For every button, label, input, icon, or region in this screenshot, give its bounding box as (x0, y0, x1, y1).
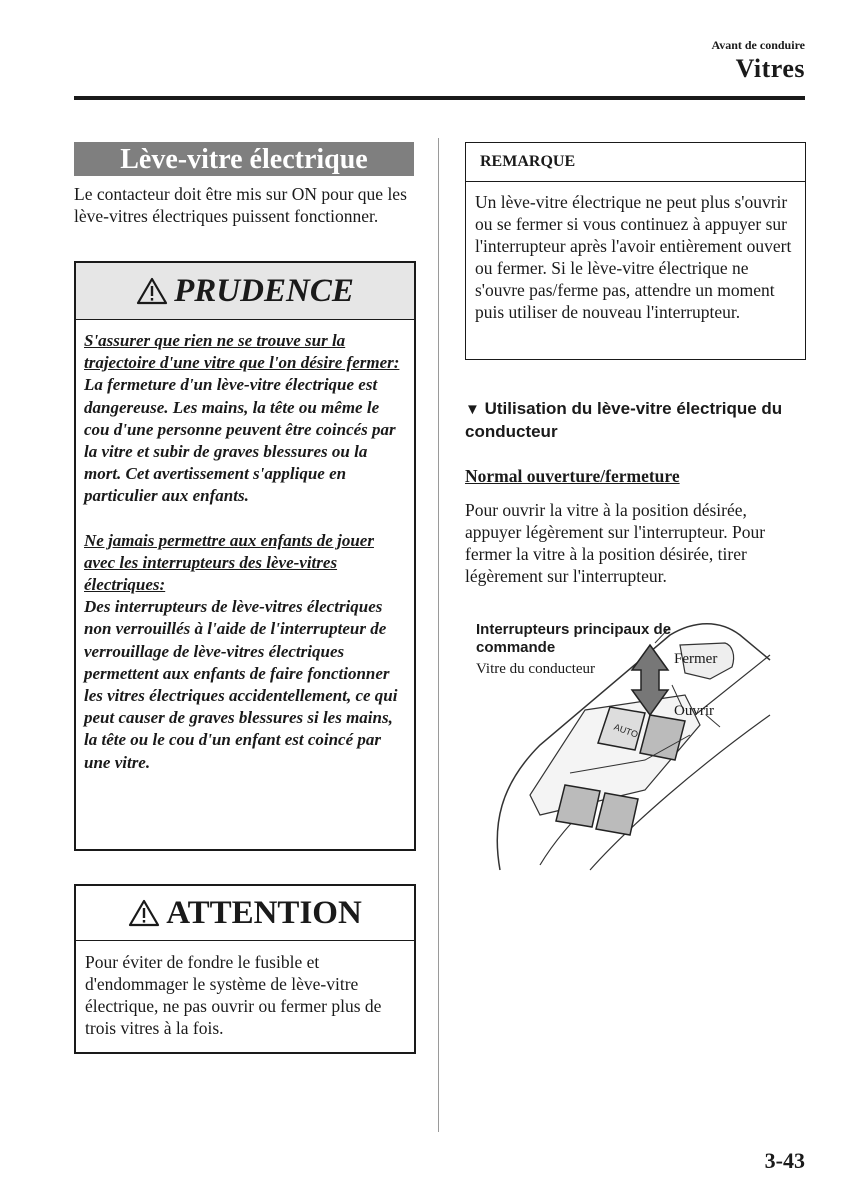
prudence-body (76, 320, 414, 774)
page-number: 3-43 (764, 1148, 805, 1173)
warning-icon (136, 276, 168, 306)
remarque-heading: REMARQUE (466, 143, 805, 182)
prudence-p2-title: Ne jamais permettre aux enfants de jouer avec les interrupteurs des lève-vitres électriques: (84, 530, 374, 595)
prudence-box (74, 261, 416, 851)
warning-icon (128, 898, 160, 928)
remarque-box (465, 142, 806, 360)
column-divider (438, 138, 439, 1132)
open-label: Ouvrir (674, 703, 714, 719)
subsection-heading (465, 398, 805, 443)
operation-title: Normal ouverture/fermeture (465, 466, 680, 486)
attention-header (76, 886, 414, 941)
window-switch-figure (470, 615, 790, 875)
header-divider (74, 96, 805, 100)
subsection-heading-text: Utilisation du lève-vitre électrique du conducteur (465, 399, 783, 441)
intro-text: Le contacteur doit être mis sur ON pour que les lève-vitres électriques puissent fonctionner. (74, 184, 407, 226)
prudence-heading: PRUDENCE (174, 272, 354, 309)
main-switch-label: Interrupteurs principaux de commande (476, 621, 672, 656)
attention-heading: ATTENTION (166, 894, 362, 931)
header-section: Avant de conduire (711, 38, 805, 52)
remarque-text: Un lève-vitre électrique ne peut plus s'ouvrir ou se fermer si vous continuez à appuyer sur l'interrupteur après l'avoir entièrement ouvert ou fermer. Si le lève-vitre électrique ne s'ouvre pas/ferme pas, attendre un moment puis utiliser de nouveau l'interrupteur. (475, 192, 792, 322)
triangle-marker-icon: ▼ (465, 401, 480, 418)
operation-text: Pour ouvrir la vitre à la position désirée, appuyer légèrement sur l'interrupteur. Pour fermer la vitre à la position désirée, tirer légèrement sur l'interrupteur. (465, 500, 766, 586)
auto-label: AUTO (612, 721, 640, 740)
prudence-p1-title: S'assurer que rien ne se trouve sur la trajectoire d'une vitre que l'on désire fermer: (84, 331, 400, 373)
attention-text: Pour éviter de fondre le fusible et d'endommager le système de lève-vitre électrique, ne pas ouvrir ou fermer plus de trois vitres à la fois. (85, 952, 382, 1038)
prudence-p1-text: La fermeture d'un lève-vitre électrique est dangereuse. Les mains, la tête ou même le cou d'une personne peuvent être coincés par la vitre et subir de graves blessures ou la mort. Cet avertissement s'applique en particulier aux enfants. (84, 375, 396, 506)
page-title: Vitres (735, 54, 805, 83)
prudence-header (76, 263, 414, 320)
driver-window-label: Vitre du conducteur (476, 661, 596, 677)
section-title: Lève-vitre électrique (74, 142, 414, 176)
close-label: Fermer (674, 651, 718, 667)
attention-box (74, 884, 416, 1054)
prudence-p2-text: Des interrupteurs de lève-vitres électriques non verrouillés à l'aide de l'interrupteur de verrouillage de lève-vitres électriques permettent aux enfants de faire fonctionner les vitres électriques accidentellement, ce qui peut causer de graves blessures si les mains, la tête ou le cou d'un enfant est coincé par une vitre. (84, 597, 398, 772)
